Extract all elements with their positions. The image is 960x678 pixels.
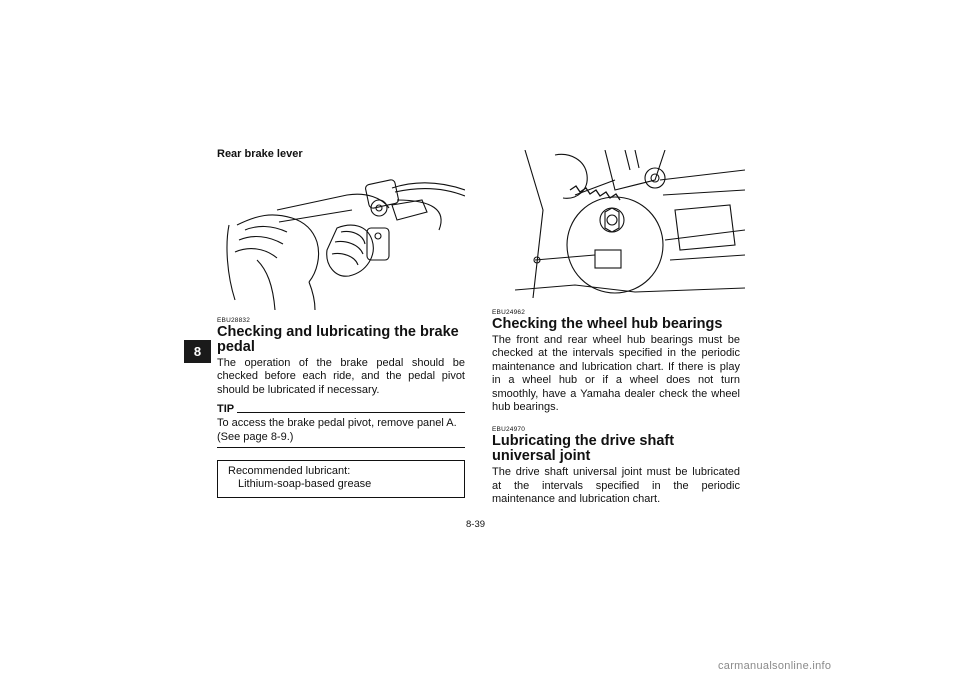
tip-label: TIP	[217, 403, 237, 415]
section2-body: The drive shaft universal joint must be lubricated at the intervals specified in the periodic maintenance and lubrication chart.	[492, 466, 740, 506]
section-code: EBU28832	[217, 317, 251, 324]
lubricant-label: Recommended lubricant:	[228, 465, 351, 478]
chapter-tab: 8	[184, 340, 211, 363]
section-title: Checking and lubricating the brake pedal	[217, 324, 459, 355]
lubricant-value: Lithium-soap-based grease	[238, 478, 372, 491]
tip-divider	[217, 447, 465, 448]
section2-code: EBU24970	[492, 426, 526, 434]
section1-code: EBU24962	[492, 309, 526, 316]
section2-title: Lubricating the drive shaft universal joint	[492, 433, 675, 465]
footer-watermark: carmanualsonline.info	[718, 660, 832, 672]
tip-text: To access the brake pedal pivot, remove panel A. (See page 8-9.)	[217, 417, 457, 443]
left-column	[217, 317, 465, 498]
brake-lever-illustration	[217, 170, 465, 310]
figure-caption: Rear brake lever	[217, 148, 303, 160]
section1-body: The front and rear wheel hub bearings must be checked at the intervals specified in the periodic maintenance and lubrication chart. If there is play in a wheel hub or if a wheel does not turn smoothly, have a Yamaha dealer check the wheel hub bearings.	[492, 334, 740, 414]
lubricant-box	[217, 460, 465, 498]
section1-title: Checking the wheel hub bearings	[492, 316, 723, 332]
brake-pedal-illustration	[515, 150, 745, 298]
right-column	[492, 309, 740, 507]
section-body: The operation of the brake pedal should be checked before each ride, and the pedal pivot should be lubricated if necessary.	[217, 357, 465, 396]
page-number: 8-39	[466, 519, 486, 530]
tip-header	[217, 400, 465, 416]
